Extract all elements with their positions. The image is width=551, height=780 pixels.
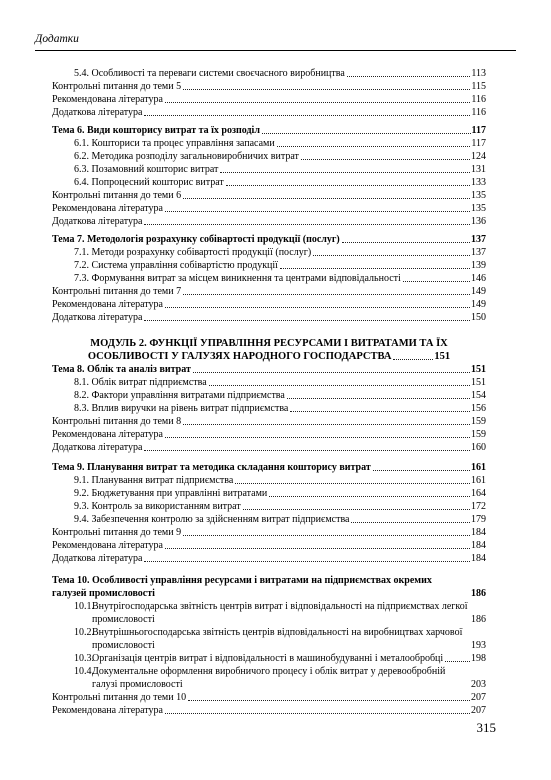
toc-entry-title: 9.3. Контроль за використанням витрат <box>74 501 241 512</box>
toc-entry-page: 198 <box>471 653 486 664</box>
dot-leader <box>183 294 470 295</box>
toc-entry-page: 161 <box>471 475 486 486</box>
toc-entry-page: 116 <box>471 107 486 118</box>
dot-leader <box>403 281 470 282</box>
toc-entry-title: 7.1. Методи розрахунку собівартості продукції (послуг) <box>74 247 312 258</box>
dot-leader <box>193 372 470 373</box>
dot-leader <box>301 159 470 160</box>
toc-entry-page: 160 <box>471 442 486 453</box>
toc-entry-page: 115 <box>471 81 486 92</box>
toc-entry[interactable] <box>52 93 486 106</box>
toc-entry-title: Додаткова література <box>52 312 143 323</box>
toc-entry-title: Додаткова література <box>52 216 143 227</box>
toc-entry-page: 186 <box>471 614 486 625</box>
toc-entry-title: Контрольні питання до теми 10 <box>52 692 187 703</box>
module-title-line-1: МОДУЛЬ 2. ФУНКЦІЇ УПРАВЛІННЯ РЕСУРСАМИ І ВИТРАТАМИ ТА ЇХ <box>90 338 448 349</box>
toc-entry-number: 10.3. <box>74 653 94 664</box>
toc-entry[interactable] <box>52 189 486 202</box>
toc-entry[interactable] <box>52 500 486 513</box>
toc-topic-title: Тема 10. Особливості управління ресурсами і витратами на підприємствах окремих галузей промисловості <box>52 575 432 599</box>
toc-entry[interactable] <box>52 67 486 80</box>
toc-entry[interactable] <box>52 626 486 652</box>
toc-entry-title: Внутрігосподарська звітність центрів витрат і відповідальності на підприємствах легкої промисловості <box>92 601 468 625</box>
toc-entry[interactable] <box>52 298 486 311</box>
toc-topic-8[interactable] <box>52 363 486 376</box>
dot-leader <box>243 509 470 510</box>
toc-entry-page: 135 <box>471 203 486 214</box>
dot-leader <box>280 268 470 269</box>
toc-entry-page: 117 <box>471 138 486 149</box>
toc-entry[interactable] <box>52 285 486 298</box>
dot-leader <box>165 102 470 103</box>
dot-leader <box>144 450 470 451</box>
toc-topic-6[interactable] <box>52 124 486 137</box>
toc-entry-page: 193 <box>471 640 486 651</box>
toc-entry-title: 6.2. Методика розподілу загальновиробничих витрат <box>74 151 299 162</box>
dot-leader <box>262 133 471 134</box>
dot-leader <box>183 198 470 199</box>
toc-entry[interactable] <box>52 137 486 150</box>
toc-entry[interactable] <box>52 80 486 93</box>
toc-topic-page: 186 <box>471 588 486 599</box>
toc-entry[interactable] <box>52 259 486 272</box>
toc-entry-page: 184 <box>471 540 486 551</box>
toc-entry-page: 156 <box>471 403 486 414</box>
toc-entry[interactable] <box>52 552 486 565</box>
toc-entry-title: 9.2. Бюджетування при управлінні витратами <box>74 488 268 499</box>
running-header: Додатки <box>35 33 79 45</box>
toc-entry-page: 124 <box>471 151 486 162</box>
dot-leader <box>393 359 433 360</box>
dot-leader <box>165 713 470 714</box>
toc-entry[interactable] <box>52 389 486 402</box>
toc-entry-title: Контрольні питання до теми 7 <box>52 286 182 297</box>
toc-entry-title: Додаткова література <box>52 107 143 118</box>
toc-entry[interactable] <box>52 311 486 324</box>
toc-entry-page: 203 <box>471 679 486 690</box>
toc-entry[interactable] <box>52 428 486 441</box>
page-number: 315 <box>476 720 496 735</box>
table-of-contents <box>52 67 486 717</box>
toc-entry[interactable] <box>52 513 486 526</box>
toc-entry[interactable] <box>52 176 486 189</box>
dot-leader <box>209 385 470 386</box>
module-page: 151 <box>434 351 451 362</box>
toc-topic-title: Тема 9. Планування витрат та методика складання кошторису витрат <box>52 462 371 473</box>
toc-topic-page: 137 <box>471 234 486 245</box>
toc-entry-title: Рекомендована література <box>52 429 163 440</box>
toc-topic-title: Тема 8. Облік та аналіз витрат <box>52 364 191 375</box>
toc-entry-title: 6.4. Попроцесний кошторис витрат <box>74 177 224 188</box>
toc-entry-page: 154 <box>471 390 486 401</box>
toc-entry[interactable] <box>52 474 486 487</box>
toc-entry-page: 139 <box>471 260 486 271</box>
toc-entry-title: Додаткова література <box>52 553 143 564</box>
toc-entry-number: 10.4. <box>74 666 94 677</box>
toc-entry-title: Контрольні питання до теми 5 <box>52 81 182 92</box>
toc-entry-title: 8.1. Облік витрат підприємства <box>74 377 207 388</box>
toc-entry-page: 135 <box>471 190 486 201</box>
toc-entry[interactable] <box>52 106 486 119</box>
toc-entry-page: 113 <box>471 68 486 79</box>
toc-entry[interactable] <box>52 600 486 626</box>
toc-entry-page: 207 <box>471 705 486 716</box>
toc-entry-title: Контрольні питання до теми 9 <box>52 527 182 538</box>
dot-leader <box>347 76 471 77</box>
toc-entry-title: 5.4. Особливості та переваги системи своєчасного виробництва <box>74 68 345 79</box>
toc-entry[interactable] <box>52 441 486 454</box>
toc-topic-10[interactable] <box>52 574 486 600</box>
toc-entry-number: 10.2. <box>74 627 94 638</box>
dot-leader <box>183 424 470 425</box>
dot-leader <box>290 411 470 412</box>
toc-entry-page: 116 <box>471 94 486 105</box>
toc-entry-title: 7.2. Система управління собівартістю продукції <box>74 260 278 271</box>
toc-entry[interactable] <box>52 487 486 500</box>
toc-entry-title: Рекомендована література <box>52 540 163 551</box>
toc-entry-page: 184 <box>471 553 486 564</box>
toc-entry-page: 133 <box>471 177 486 188</box>
toc-entry-title: Документальне оформлення виробничого процесу і облік витрат у деревообробній галузі промисловості <box>92 666 446 690</box>
toc-entry-page: 149 <box>471 299 486 310</box>
dot-leader <box>373 470 470 471</box>
dot-leader <box>342 242 470 243</box>
module-heading[interactable] <box>52 337 486 363</box>
toc-entry-title: 9.4. Забезпечення контролю за здійсненням витрат підприємства <box>74 514 350 525</box>
dot-leader <box>165 437 470 438</box>
toc-entry[interactable] <box>52 246 486 259</box>
toc-entry[interactable] <box>52 402 486 415</box>
toc-entry[interactable] <box>52 704 486 717</box>
dot-leader <box>269 496 470 497</box>
toc-entry[interactable] <box>52 202 486 215</box>
toc-entry-page: 164 <box>471 488 486 499</box>
toc-entry[interactable] <box>52 665 486 691</box>
toc-entry-page: 172 <box>471 501 486 512</box>
dot-leader <box>235 483 470 484</box>
dot-leader <box>277 146 471 147</box>
header-rule <box>35 50 516 51</box>
dot-leader <box>144 561 470 562</box>
dot-leader <box>165 548 470 549</box>
toc-topic-page: 161 <box>471 462 486 473</box>
toc-entry-title: Організація центрів витрат і відповідальності в машинобудуванні і металообробці <box>92 653 444 664</box>
toc-entry-title: 7.3. Формування витрат за місцем виникнення та центрами відповідальності <box>74 273 401 284</box>
toc-entry-title: 6.3. Позамовний кошторис витрат <box>74 164 219 175</box>
dot-leader <box>220 172 470 173</box>
toc-entry-page: 136 <box>471 216 486 227</box>
toc-entry-page: 151 <box>471 377 486 388</box>
toc-entry-page: 179 <box>471 514 486 525</box>
toc-entry-page: 159 <box>471 429 486 440</box>
toc-entry[interactable] <box>52 526 486 539</box>
toc-entry-page: 146 <box>471 273 486 284</box>
dot-leader <box>287 398 470 399</box>
toc-entry[interactable] <box>52 163 486 176</box>
toc-entry-page: 159 <box>471 416 486 427</box>
toc-entry-page: 137 <box>471 247 486 258</box>
toc-topic-page: 117 <box>471 125 486 136</box>
module-title-line-2: ОСОБЛИВОСТІ У ГАЛУЗЯХ НАРОДНОГО ГОСПОДАРСТВА <box>87 351 392 362</box>
toc-entry-title: Рекомендована література <box>52 705 163 716</box>
toc-entry-page: 207 <box>471 692 486 703</box>
toc-entry-title: Рекомендована література <box>52 203 163 214</box>
toc-topic-7[interactable] <box>52 233 486 246</box>
toc-topic-page: 151 <box>471 364 486 375</box>
toc-entry-title: Рекомендована література <box>52 94 163 105</box>
toc-entry[interactable] <box>52 272 486 285</box>
dot-leader <box>226 185 470 186</box>
toc-entry-page: 184 <box>471 527 486 538</box>
dot-leader <box>144 224 470 225</box>
toc-entry-page: 131 <box>471 164 486 175</box>
toc-entry[interactable] <box>52 215 486 228</box>
toc-entry[interactable] <box>52 415 486 428</box>
toc-entry-title: Контрольні питання до теми 6 <box>52 190 182 201</box>
toc-entry[interactable] <box>52 150 486 163</box>
toc-entry[interactable] <box>52 691 486 704</box>
dot-leader <box>144 115 470 116</box>
dot-leader <box>165 307 470 308</box>
toc-entry[interactable] <box>52 376 486 389</box>
toc-entry-page: 150 <box>471 312 486 323</box>
toc-entry[interactable] <box>52 652 486 665</box>
toc-topic-9[interactable] <box>52 461 486 474</box>
dot-leader <box>165 211 470 212</box>
toc-topic-title: Тема 6. Види кошторису витрат та їх розподіл <box>52 125 260 136</box>
toc-entry-number: 10.1. <box>74 601 94 612</box>
dot-leader <box>144 320 470 321</box>
toc-entry-title: 8.2. Фактори управління витратами підприємства <box>74 390 285 401</box>
toc-entry-title: Контрольні питання до теми 8 <box>52 416 182 427</box>
toc-entry-title: Додаткова література <box>52 442 143 453</box>
toc-entry-title: 9.1. Планування витрат підприємства <box>74 475 234 486</box>
dot-leader <box>351 522 470 523</box>
dot-leader <box>183 535 470 536</box>
toc-topic-title: Тема 7. Методологія розрахунку собівартості продукції (послуг) <box>52 234 340 245</box>
toc-entry[interactable] <box>52 539 486 552</box>
dot-leader <box>183 89 470 90</box>
toc-entry-title: Рекомендована література <box>52 299 163 310</box>
toc-entry-title: 6.1. Кошториси та процес управління запасами <box>74 138 275 149</box>
dot-leader <box>188 700 470 701</box>
toc-entry-title: Внутрішньогосподарська звітність центрів відповідальності на виробництвах харчової промисловості <box>92 627 463 651</box>
toc-entry-title: 8.3. Вплив виручки на рівень витрат підприємства <box>74 403 289 414</box>
toc-entry-page: 149 <box>471 286 486 297</box>
dot-leader <box>445 661 470 662</box>
dot-leader <box>313 255 470 256</box>
